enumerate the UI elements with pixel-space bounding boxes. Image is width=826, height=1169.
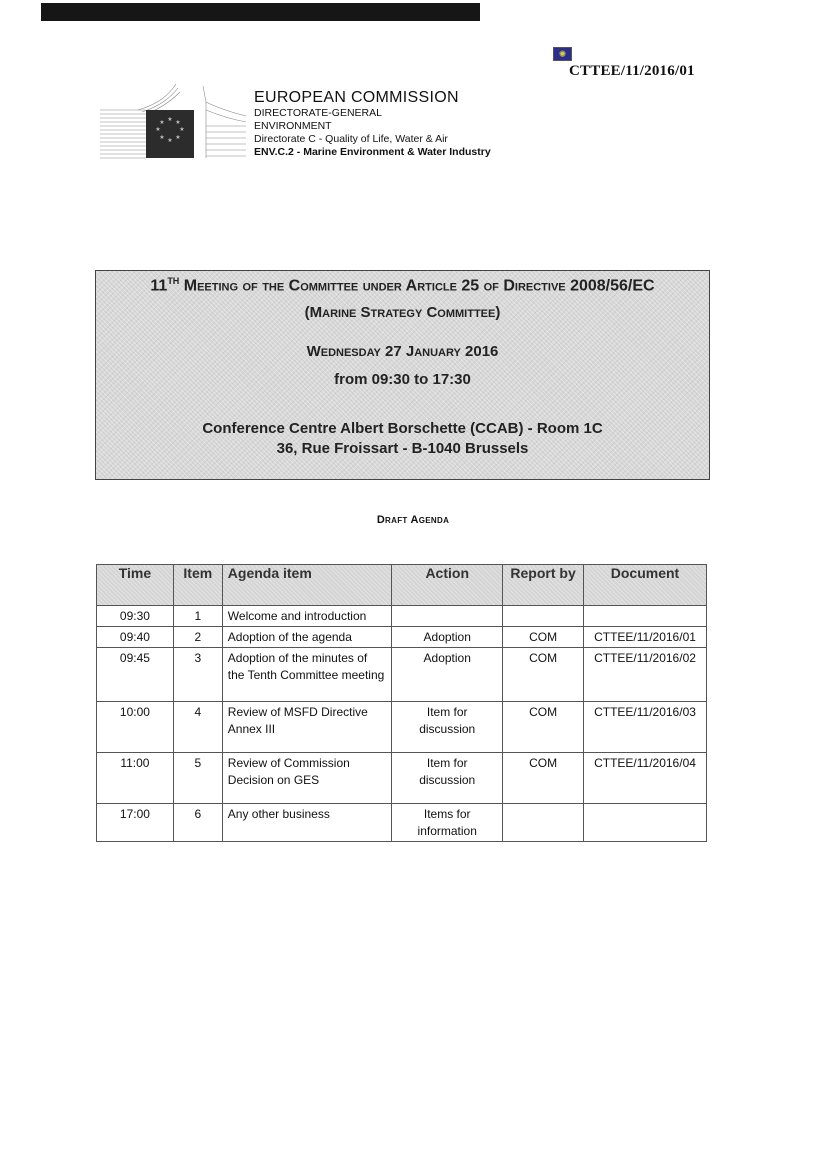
meeting-ordinal: 11	[150, 277, 168, 295]
redaction-bar	[41, 3, 480, 21]
table-row	[97, 648, 707, 702]
svg-text:★: ★	[167, 137, 173, 144]
item-cell: 1	[173, 606, 222, 627]
meeting-title	[96, 276, 709, 295]
column-header-action: Action	[392, 565, 503, 606]
environment-line: ENVIRONMENT	[254, 120, 332, 132]
report-by-cell	[503, 804, 584, 842]
table-row	[97, 627, 707, 648]
column-header-report-by: Report by	[503, 565, 584, 606]
meeting-banner	[95, 270, 710, 480]
agenda-item-cell: Any other business	[222, 804, 392, 842]
unit-line: ENV.C.2 - Marine Environment & Water Industry	[254, 146, 491, 158]
item-cell: 4	[173, 702, 222, 753]
report-by-cell: COM	[503, 753, 584, 804]
svg-text:★: ★	[159, 134, 165, 141]
time-cell: 09:30	[97, 606, 174, 627]
svg-text:★: ★	[155, 126, 161, 133]
agenda-item-cell: Review of Commission Decision on GES	[222, 753, 392, 804]
report-by-cell: COM	[503, 627, 584, 648]
agenda-heading: Draft Agenda	[376, 514, 450, 526]
svg-text:★: ★	[175, 134, 181, 141]
document-cell	[584, 606, 707, 627]
meeting-ordinal-suffix: TH	[167, 276, 180, 286]
report-by-cell	[503, 606, 584, 627]
document-cell: CTTEE/11/2016/01	[584, 627, 707, 648]
issuer-block	[254, 89, 491, 159]
meeting-time: from 09:30 to 17:30	[334, 371, 471, 388]
svg-text:★: ★	[175, 119, 181, 126]
item-cell: 6	[173, 804, 222, 842]
item-cell: 5	[173, 753, 222, 804]
report-by-cell: COM	[503, 702, 584, 753]
column-header-agenda-item: Agenda item	[222, 565, 392, 606]
action-cell: Adoption	[392, 648, 503, 702]
action-cell: Adoption	[392, 627, 503, 648]
time-cell: 09:40	[97, 627, 174, 648]
column-header-item: Item	[173, 565, 222, 606]
agenda-header-row	[97, 565, 707, 606]
european-commission-logo	[98, 82, 248, 162]
document-cell	[584, 804, 707, 842]
action-cell: Item for discussion	[392, 702, 503, 753]
action-cell: Items for information	[392, 804, 503, 842]
svg-text:★: ★	[179, 126, 185, 133]
column-header-document: Document	[584, 565, 707, 606]
meeting-address: 36, Rue Froissart - B-1040 Brussels	[276, 440, 529, 457]
document-cell: CTTEE/11/2016/03	[584, 702, 707, 753]
time-cell: 10:00	[97, 702, 174, 753]
directorate-line: Directorate C - Quality of Life, Water & Air	[254, 133, 448, 145]
meeting-date: Wednesday 27 January 2016	[306, 343, 499, 360]
meeting-venue: Conference Centre Albert Borschette (CCAB) - Room 1C	[202, 420, 603, 437]
agenda-item-cell: Review of MSFD Directive Annex III	[222, 702, 392, 753]
agenda-item-cell: Adoption of the minutes of the Tenth Committee meeting	[222, 648, 392, 702]
item-cell: 3	[173, 648, 222, 702]
document-reference: CTTEE/11/2016/01	[569, 63, 695, 79]
time-cell: 17:00	[97, 804, 174, 842]
meeting-title-text: Meeting of the Committee under Article 25 of Directive 2008/56/EC	[183, 277, 655, 295]
action-cell	[392, 606, 503, 627]
directorate-general-line: DIRECTORATE-GENERAL	[254, 107, 382, 119]
agenda-table	[96, 564, 707, 842]
svg-text:★: ★	[167, 116, 173, 123]
action-cell: Item for discussion	[392, 753, 503, 804]
table-row	[97, 753, 707, 804]
time-cell: 09:45	[97, 648, 174, 702]
table-row	[97, 804, 707, 842]
time-cell: 11:00	[97, 753, 174, 804]
meeting-subtitle: (Marine Strategy Committee)	[304, 304, 501, 321]
document-cell: CTTEE/11/2016/02	[584, 648, 707, 702]
svg-text:★: ★	[159, 119, 165, 126]
organization-name: EUROPEAN COMMISSION	[254, 89, 459, 106]
table-row	[97, 702, 707, 753]
column-header-time: Time	[97, 565, 174, 606]
table-row	[97, 606, 707, 627]
agenda-item-cell: Adoption of the agenda	[222, 627, 392, 648]
eu-flag-icon: ✺	[553, 47, 572, 61]
item-cell: 2	[173, 627, 222, 648]
document-cell: CTTEE/11/2016/04	[584, 753, 707, 804]
report-by-cell: COM	[503, 648, 584, 702]
agenda-item-cell: Welcome and introduction	[222, 606, 392, 627]
